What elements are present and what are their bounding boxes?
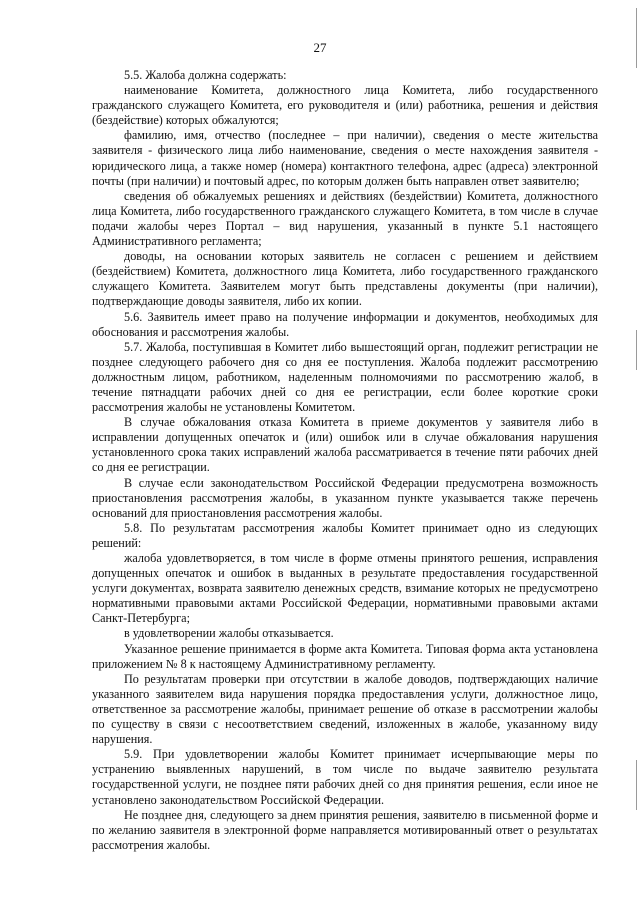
scan-edge-mark (636, 8, 637, 68)
paragraph-5-7: 5.7. Жалоба, поступившая в Комитет либо вышестоящий орган, подлежит регистрации не позднее следующего рабочего дня со дня ее поступления. Жалоба подлежит рассмотрению должностным лицом, работником, наделенным полномочиями по рассмотрению жалоб, в течение пятнадцати рабочих дней со дня ее регистрации, если более короткие сроки рассмотрения жалобы не установлены Комитетом. (92, 339, 598, 415)
paragraph-item: фамилию, имя, отчество (последнее – при наличии), сведения о месте жительства заявителя - физического лица либо наименование, сведения о месте нахождения заявителя - юридического лица, а также номер (номера) контактного телефона, адрес (адреса) электронной почты (при наличии) и почтовый адрес, по которым должен быть направлен ответ заявителю; (92, 128, 598, 188)
paragraph-5-9: 5.9. При удовлетворении жалобы Комитет принимает исчерпывающие меры по устранению выявленных нарушений, в том числе по выдаче заявителю результата государственной услуги, не позднее пяти рабочих дней со дня принятия решения, если иное не установлено законодательством Российской Федерации. (92, 747, 598, 807)
paragraph-text: По результатам проверки при отсутствии в жалобе доводов, подтверждающих наличие указанного заявителем вида нарушения порядка предоставления услуги, должностное лицо, ответственное за рассмотрение жалобы, принимает решение об отказе в рассмотрении жалобы по существу в связи с несоответствием сведений, изложенных в жалобе, указанному виду нарушения. (92, 671, 598, 747)
paragraph-text: В случае если законодательством Российской Федерации предусмотрена возможность приостановления рассмотрения жалобы, в указанном пункте указывается также перечень оснований для приостановления рассмотрения жалобы. (92, 475, 598, 520)
document-body (92, 68, 598, 853)
paragraph-5-5-heading: 5.5. Жалоба должна содержать: (124, 68, 287, 82)
paragraph-text: В случае обжалования отказа Комитета в приеме документов у заявителя либо в исправлении допущенных опечаток и (или) ошибок или в случае обжалования нарушения установленного срока таких исправлений жалоба рассматривается в течение пяти рабочих дней со дня ее регистрации. (92, 415, 598, 475)
paragraph-item: в удовлетворении жалобы отказывается. (124, 626, 334, 641)
paragraph-text: Указанное решение принимается в форме акта Комитета. Типовая форма акта установлена приложением № 8 к настоящему Административному регламенту. (92, 641, 598, 671)
paragraph-item: наименование Комитета, должностного лица Комитета, либо государственного гражданского служащего Комитета, его руководителя и (или) работника, решения и действия (бездействие) которых обжалуются; (92, 83, 598, 128)
paragraph-item: жалоба удовлетворяется, в том числе в форме отмены принятого решения, исправления допущенных опечаток и ошибок в выданных в результате предоставления государственной услуги документах, возврата заявителю денежных средств, взимание которых не предусмотрено нормативными правовыми актами Российской Федерации, нормативными правовыми актами Санкт-Петербурга; (92, 551, 598, 626)
paragraph-text: Не позднее дня, следующего за днем принятия решения, заявителю в письменной форме и по желанию заявителя в электронной форме направляется мотивированный ответ о результатах рассмотрения жалобы. (92, 807, 598, 852)
paragraph-item: доводы, на основании которых заявитель не согласен с решением и действием (бездействием) Комитета, должностного лица Комитета, либо государственного гражданского служащего Комитета. Заявителем могут быть представлены документы (при наличии), подтверждающие доводы заявителя, либо их копии. (92, 249, 598, 309)
scan-edge-mark (636, 760, 637, 810)
paragraph-5-6: 5.6. Заявитель имеет право на получение информации и документов, необходимых для обоснования и рассмотрения жалобы. (92, 309, 598, 339)
paragraph-5-8: 5.8. По результатам рассмотрения жалобы Комитет принимает одно из следующих решений: (92, 520, 598, 550)
scan-edge-mark (636, 330, 637, 370)
paragraph-item: сведения об обжалуемых решениях и действиях (бездействии) Комитета, должностного лица Комитета, либо государственного гражданского служащего Комитета, в том числе в случае подачи жалобы через Портал – вид нарушения, указанный в пункте 5.1 настоящего Административного регламента; (92, 188, 598, 249)
page-number: 27 (313, 40, 327, 55)
